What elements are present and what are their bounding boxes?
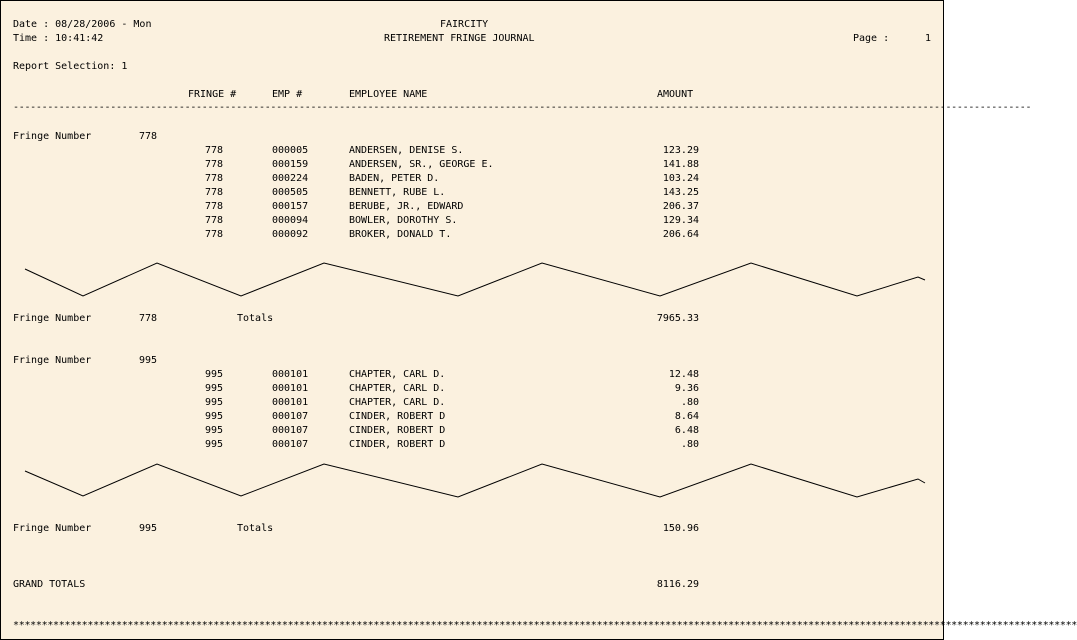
group-number: 778 [139, 131, 158, 142]
cell-fringe: 778 [204, 159, 223, 170]
header-divider: ---------------------------------------------------------------------------------------------------------------------------------------------------------------------------------- [13, 102, 1032, 113]
cell-name: BENNETT, RUBE L. [349, 187, 446, 198]
cell-name: BOWLER, DOROTHY S. [349, 215, 458, 226]
cell-name: BROKER, DONALD T. [349, 229, 452, 240]
page-number: 1 [924, 33, 931, 44]
cell-fringe: 995 [204, 397, 223, 408]
cell-fringe: 995 [204, 369, 223, 380]
cell-emp: 000092 [272, 229, 309, 240]
cell-fringe: 995 [204, 383, 223, 394]
cell-emp: 000505 [272, 187, 309, 198]
cell-fringe: 778 [204, 229, 223, 240]
report-time: Time : 10:41:42 [13, 33, 104, 44]
cell-amount: .80 [680, 439, 699, 450]
totals-group-label: Fringe Number [13, 313, 92, 324]
group-label: Fringe Number [13, 131, 92, 142]
page-label: Page : [853, 33, 890, 44]
cell-emp: 000107 [272, 425, 309, 436]
cell-name: ANDERSEN, DENISE S. [349, 145, 464, 156]
cell-emp: 000005 [272, 145, 309, 156]
report-selection: Report Selection: 1 [13, 61, 128, 72]
report-title: RETIREMENT FRINGE JOURNAL [384, 33, 535, 44]
cell-emp: 000101 [272, 383, 309, 394]
grand-total-value: 8116.29 [656, 579, 699, 590]
cell-emp: 000101 [272, 369, 309, 380]
cell-name: CINDER, ROBERT D [349, 425, 446, 436]
cell-emp: 000159 [272, 159, 309, 170]
group-total: 150.96 [662, 523, 699, 534]
cell-amount: 103.24 [662, 173, 699, 184]
cell-amount: 143.25 [662, 187, 699, 198]
cell-name: CHAPTER, CARL D. [349, 383, 446, 394]
cell-fringe: 995 [204, 411, 223, 422]
cell-amount: 206.64 [662, 229, 699, 240]
cell-name: BERUBE, JR., EDWARD [349, 201, 464, 212]
cell-amount: 129.34 [662, 215, 699, 226]
cell-name: CHAPTER, CARL D. [349, 397, 446, 408]
cell-emp: 000224 [272, 173, 309, 184]
totals-group-number: 995 [139, 523, 158, 534]
totals-group-number: 778 [139, 313, 158, 324]
cell-amount: 8.64 [674, 411, 699, 422]
report-date: Date : 08/28/2006 - Mon [13, 19, 152, 30]
column-header-amount: AMOUNT [657, 89, 694, 100]
group-label: Fringe Number [13, 355, 92, 366]
totals-label: Totals [237, 523, 274, 534]
cell-amount: .80 [680, 397, 699, 408]
cell-name: BADEN, PETER D. [349, 173, 440, 184]
cell-amount: 12.48 [668, 369, 699, 380]
cell-amount: 206.37 [662, 201, 699, 212]
page-break-zigzag [1, 259, 945, 299]
group-total: 7965.33 [656, 313, 699, 324]
cell-fringe: 995 [204, 439, 223, 450]
cell-emp: 000107 [272, 439, 309, 450]
organization-name: FAIRCITY [440, 19, 489, 30]
column-header-name: EMPLOYEE NAME [349, 89, 428, 100]
cell-name: ANDERSEN, SR., GEORGE E. [349, 159, 494, 170]
cell-fringe: 778 [204, 215, 223, 226]
page-break-zigzag [1, 460, 945, 500]
cell-amount: 123.29 [662, 145, 699, 156]
cell-amount: 6.48 [674, 425, 699, 436]
cell-fringe: 778 [204, 201, 223, 212]
totals-label: Totals [237, 313, 274, 324]
cell-emp: 000107 [272, 411, 309, 422]
footer-divider: ****************************************************************************************************************************************************************************************** [13, 620, 1077, 631]
cell-emp: 000094 [272, 215, 309, 226]
column-header-emp: EMP # [272, 89, 303, 100]
cell-fringe: 778 [204, 187, 223, 198]
totals-group-label: Fringe Number [13, 523, 92, 534]
cell-amount: 9.36 [674, 383, 699, 394]
cell-emp: 000101 [272, 397, 309, 408]
cell-name: CINDER, ROBERT D [349, 411, 446, 422]
grand-total-label: GRAND TOTALS [13, 579, 86, 590]
cell-fringe: 778 [204, 173, 223, 184]
cell-name: CINDER, ROBERT D [349, 439, 446, 450]
column-header-fringe: FRINGE # [188, 89, 237, 100]
group-number: 995 [139, 355, 158, 366]
cell-name: CHAPTER, CARL D. [349, 369, 446, 380]
cell-fringe: 995 [204, 425, 223, 436]
cell-amount: 141.88 [662, 159, 699, 170]
cell-fringe: 778 [204, 145, 223, 156]
cell-emp: 000157 [272, 201, 309, 212]
